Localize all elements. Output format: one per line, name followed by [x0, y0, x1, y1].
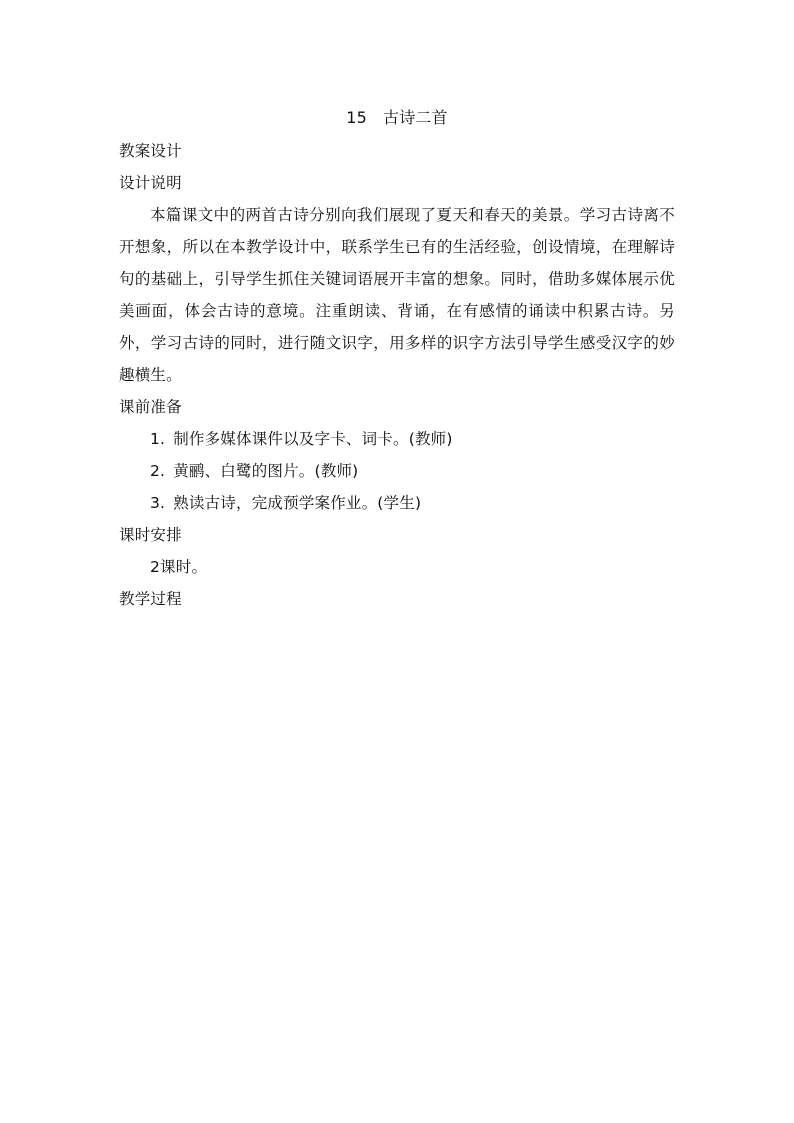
heading-process: 教学过程: [119, 590, 182, 608]
list-item-text: 熟读古诗，完成预学案作业。(学生): [173, 494, 422, 512]
document-content: [119, 103, 675, 615]
schedule-text: 2课时。: [150, 558, 208, 576]
heading-preparation: 课前准备: [119, 398, 182, 416]
list-item: [119, 487, 675, 519]
design-paragraph: 本篇课文中的两首古诗分别向我们展现了夏天和春天的美景。学习古诗离不开想象，所以在本教学设计中，联系学生已有的生活经验，创设情境，在理解诗句的基础上，引导学生抓住关键词语展开丰富的想象。同时，借助多媒体展示优美画面，体会古诗的意境。注重朗读、背诵，在有感情的诵读中积累古诗。另外，学习古诗的同时，进行随文识字，用多样的识字方法引导学生感受汉字的妙趣横生。: [119, 206, 675, 384]
list-item-index: 2.: [150, 462, 166, 480]
list-item-index: 1.: [150, 430, 166, 448]
page-title: [119, 103, 675, 133]
lesson-title: 古诗二首: [382, 108, 448, 127]
lesson-number: 15: [346, 108, 367, 127]
heading-lesson-design: 教案设计: [119, 142, 182, 160]
preparation-list: [119, 423, 675, 519]
heading-design-note: 设计说明: [119, 174, 182, 192]
list-item-text: 黄鹂、白鹭的图片。(教师): [173, 462, 359, 480]
list-item-text: 制作多媒体课件以及字卡、词卡。(教师): [173, 430, 453, 448]
heading-schedule: 课时安排: [119, 526, 182, 544]
list-item: [119, 423, 675, 455]
list-item-index: 3.: [150, 494, 166, 512]
list-item: [119, 455, 675, 487]
